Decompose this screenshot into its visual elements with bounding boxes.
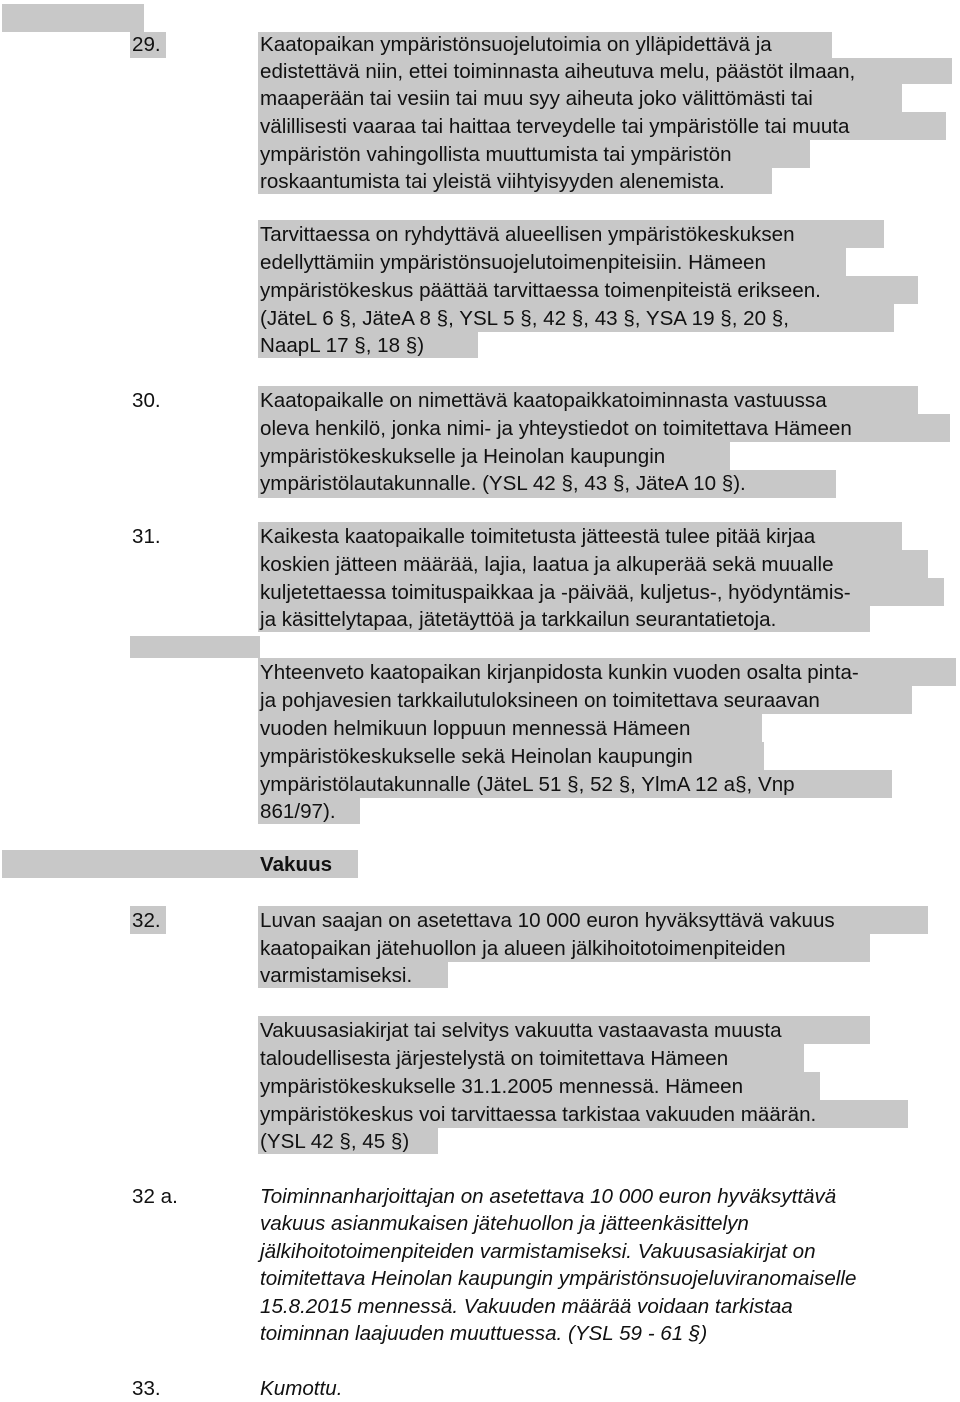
text-line: ympäristön vahingollista muuttumista tai ympäristön [260,143,732,166]
text-line: Kaikesta kaatopaikalle toimitetusta jätteestä tulee pitää kirjaa [260,525,816,548]
text-line: ympäristölautakunnalle (JäteL 51 §, 52 §, YlmA 12 a§, Vnp [260,773,795,796]
text-line: jälkihoitotoimenpiteiden varmistamiseksi. Vakuusasiakirjat on [260,1240,816,1263]
highlight-band [130,636,260,658]
text-line: kaatopaikan jätehuollon ja alueen jälkihoitotoimenpiteiden [260,937,786,960]
text-line: oleva henkilö, jonka nimi- ja yhteystiedot on toimitettava Hämeen [260,417,852,440]
text-line: vuoden helmikuun loppuun mennessä Hämeen [260,717,691,740]
text-line: ympäristökeskus voi tarvittaessa tarkistaa vakuuden määrän. [260,1103,817,1126]
text-line: Toiminnanharjoittajan on asetettava 10 000 euron hyväksyttävä [260,1185,837,1208]
text-line: Kumottu. [260,1377,343,1400]
text-line: (YSL 42 §, 45 §) [260,1130,410,1153]
text-line: vakuus asianmukaisen jätehuollon ja jätteenkäsittelyn [260,1212,749,1235]
text-line: ympäristökeskukselle 31.1.2005 mennessä. Hämeen [260,1075,744,1098]
item-number: 32 a. [132,1185,178,1208]
item-number: 29. [132,33,161,56]
text-line: edellyttämiin ympäristönsuojelutoimenpiteisiin. Hämeen [260,251,766,274]
text-line: ympäristökeskus päättää tarvittaessa toimenpiteistä erikseen. [260,279,821,302]
text-line: ja pohjavesien tarkkailutuloksineen on toimitettava seuraavan [260,689,820,712]
text-line: ja käsittelytapaa, jätetäyttöä ja tarkkailun seurantatietoja. [260,608,777,631]
text-line: taloudellisesta järjestelystä on toimitettava Hämeen [260,1047,729,1070]
text-line: ympäristölautakunnalle. (YSL 42 §, 43 §, JäteA 10 §). [260,472,746,495]
item-number: 30. [132,389,161,412]
text-line: roskaantumista tai yleistä viihtyisyyden alenemista. [260,170,725,193]
text-line: ympäristökeskukselle ja Heinolan kaupungin [260,445,666,468]
text-line: maaperään tai vesiin tai muu syy aiheuta joko välittömästi tai [260,87,813,110]
item-number: 32. [132,909,161,932]
text-line: (JäteL 6 §, JäteA 8 §, YSL 5 §, 42 §, 43 §, YSA 19 §, 20 §, [260,307,789,330]
text-line: NaapL 17 §, 18 §) [260,334,425,357]
text-line: 15.8.2015 mennessä. Vakuuden määrää voidaan tarkistaa [260,1295,793,1318]
text-line: kuljetettaessa toimituspaikkaa ja -päivää, kuljetus-, hyödyntämis- [260,581,851,604]
text-line: Luvan saajan on asetettava 10 000 euron hyväksyttävä vakuus [260,909,835,932]
text-line: varmistamiseksi. [260,964,413,987]
highlight-band [2,4,144,32]
text-line: toiminnan laajuuden muuttuessa. (YSL 59 - 61 §) [260,1322,708,1345]
text-line: Vakuusasiakirjat tai selvitys vakuutta vastaavasta muusta [260,1019,782,1042]
section-heading: Vakuus [260,853,333,876]
text-line: edistettävä niin, ettei toiminnasta aiheutuva melu, päästöt ilmaan, [260,60,856,83]
text-line: koskien jätteen määrää, lajia, laatua ja alkuperää sekä muualle [260,553,834,576]
text-line: Kaatopaikalle on nimettävä kaatopaikkatoiminnasta vastuussa [260,389,827,412]
text-line: Yhteenveto kaatopaikan kirjanpidosta kunkin vuoden osalta pinta- [260,661,859,684]
text-line: toimitettava Heinolan kaupungin ympäristönsuojeluviranomaiselle [260,1267,857,1290]
text-line: 861/97). [260,800,336,823]
text-line: ympäristökeskukselle sekä Heinolan kaupungin [260,745,693,768]
item-number: 33. [132,1377,161,1400]
text-line: Tarvittaessa on ryhdyttävä alueellisen ympäristökeskuksen [260,223,795,246]
text-line: välillisesti vaaraa tai haittaa terveydelle tai ympäristölle tai muuta [260,115,850,138]
item-number: 31. [132,525,161,548]
text-line: Kaatopaikan ympäristönsuojelutoimia on ylläpidettävä ja [260,33,772,56]
